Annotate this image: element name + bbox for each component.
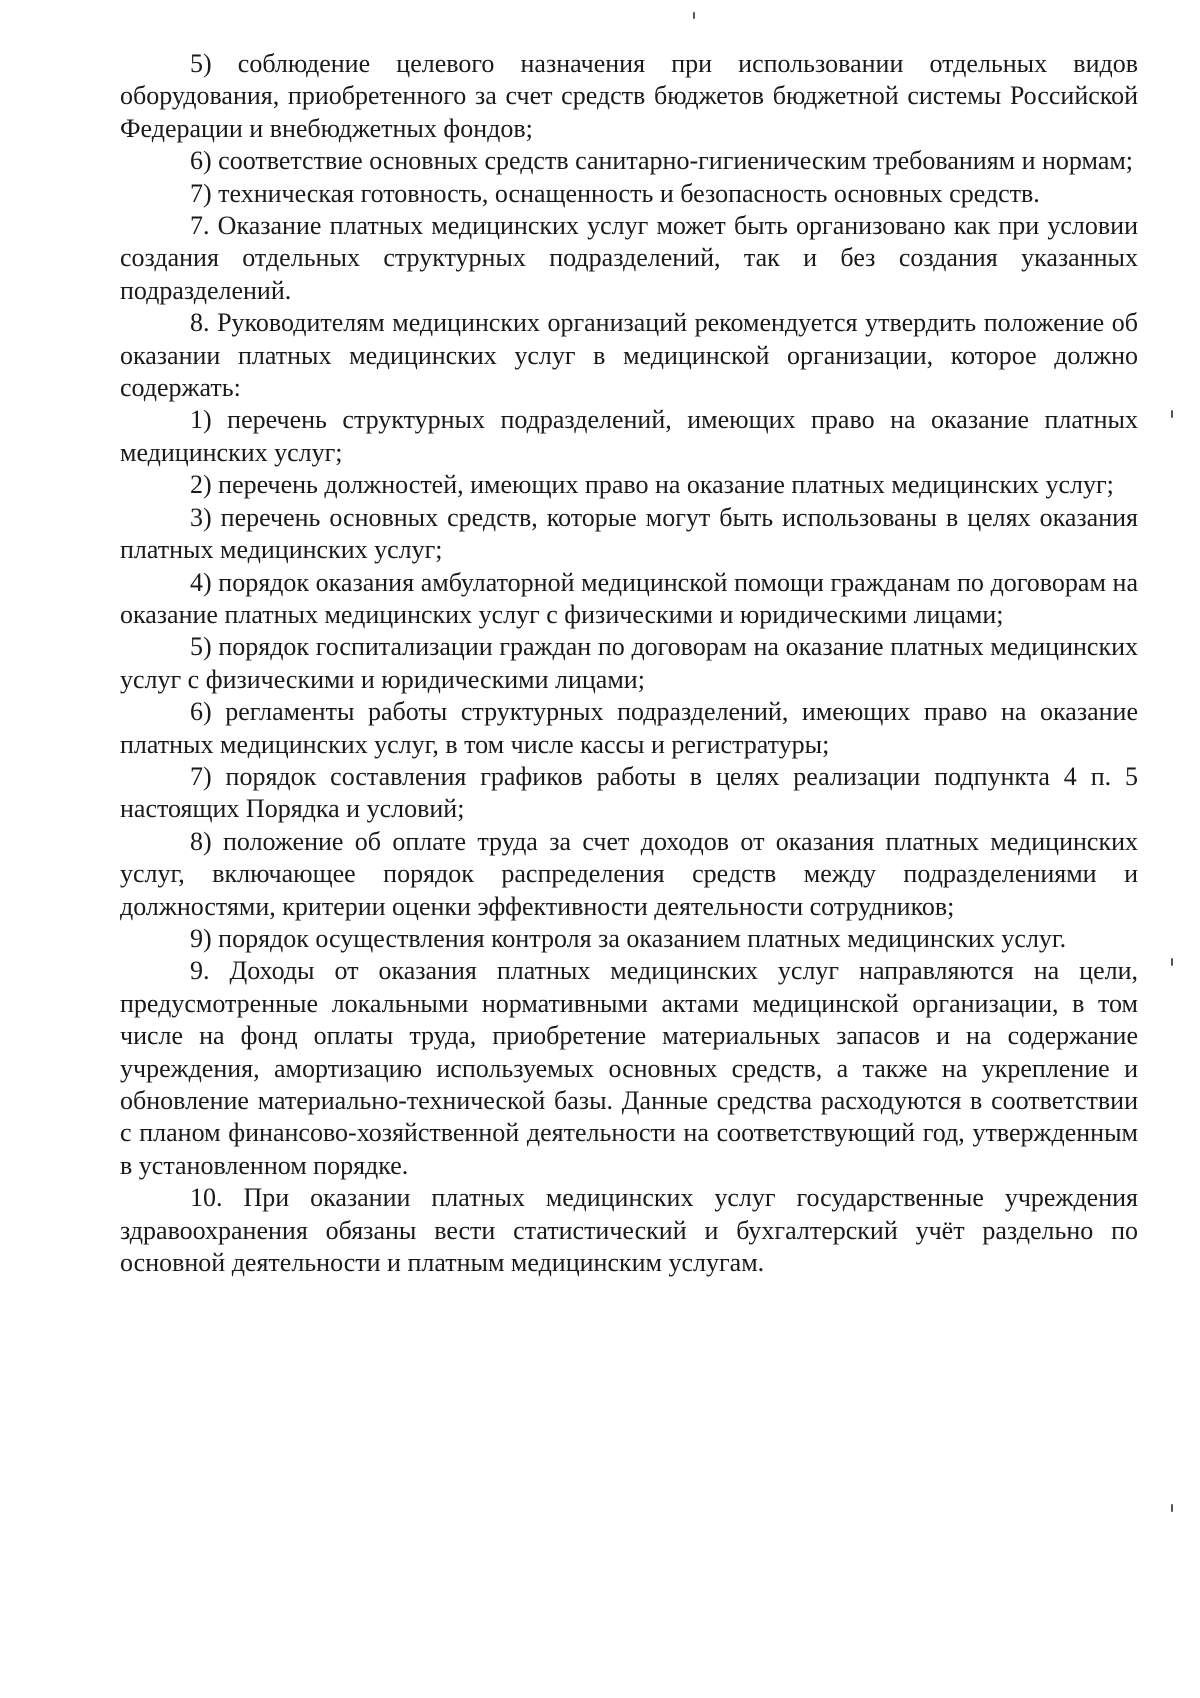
list-item: 5) порядок госпитализации граждан по договорам на оказание платных медицинских услуг с физическими и юридическими лицами; bbox=[120, 632, 1138, 694]
paragraph-item-6: 6) соответствие основных средств санитарно-гигиеническим требованиям и нормам; bbox=[190, 146, 1134, 176]
list-item: 8) положение об оплате труда за счет доходов от оказания платных медицинских услуг, включающее порядок распределения средств между подразделениями и должностями, критерии оценки эффективности деятельности сотрудников; bbox=[120, 826, 1138, 921]
scan-speck bbox=[1171, 410, 1173, 418]
list-item: 9) порядок осуществления контроля за оказанием платных медицинских услуг. bbox=[190, 923, 1067, 953]
list-item: 2) перечень должностей, имеющих право на оказание платных медицинских услуг; bbox=[190, 470, 1114, 500]
list-item: 1) перечень структурных подразделений, имеющих право на оказание платных медицинских услуг; bbox=[120, 405, 1138, 467]
scan-speck bbox=[1171, 1504, 1173, 1512]
paragraph-section-9: 9. Доходы от оказания платных медицинских услуг направляются на цели, предусмотренные локальными нормативными актами медицинской организации, в том числе на фонд оплаты труда, приобретение материальных запасов и на содержание учреждения, амортизацию используемых основных средств, а также на укрепление и обновление материально-технической базы. Данные средства расходуются в соответствии с планом финансово-хозяйственной деятельности на соответствующий год, утвержденным в установленном порядке. bbox=[120, 956, 1138, 1180]
list-item: 3) перечень основных средств, которые могут быть использованы в целях оказания платных медицинских услуг; bbox=[120, 502, 1138, 565]
list-item: 7) порядок составления графиков работы в целях реализации подпункта 4 п. 5 настоящих Порядка и условий; bbox=[120, 761, 1138, 824]
paragraph-section-7: 7. Оказание платных медицинских услуг может быть организовано как при условии создания отдельных структурных подразделений, так и без создания указанных подразделений. bbox=[120, 211, 1138, 305]
scan-speck bbox=[1171, 958, 1173, 966]
list-item: 6) регламенты работы структурных подразделений, имеющих право на оказание платных медицинских услуг, в том числе кассы и регистратуры; bbox=[120, 697, 1138, 759]
paragraph-item-5: 5) соблюдение целевого назначения при использовании отдельных видов оборудования, приобретенного за счет средств бюджетов бюджетной системы Российской Федерации и внебюджетных фондов; bbox=[120, 49, 1138, 143]
paragraph-item-7: 7) техническая готовность, оснащенность и безопасность основных средств. bbox=[190, 178, 1040, 208]
scan-speck bbox=[693, 12, 695, 19]
list-item: 4) порядок оказания амбулаторной медицинской помощи гражданам по договорам на оказание платных медицинских услуг с физическими и юридическими лицами; bbox=[120, 567, 1138, 629]
document-body bbox=[120, 48, 1138, 1279]
paragraph-section-8: 8. Руководителям медицинских организаций рекомендуется утвердить положение об оказании платных медицинских услуг в медицинской организации, которое должно содержать: bbox=[120, 308, 1138, 403]
paragraph-section-10: 10. При оказании платных медицинских услуг государственные учреждения здравоохранения обязаны вести статистический и бухгалтерский учёт раздельно по основной деятельности и платным медицинским услугам. bbox=[120, 1183, 1138, 1278]
